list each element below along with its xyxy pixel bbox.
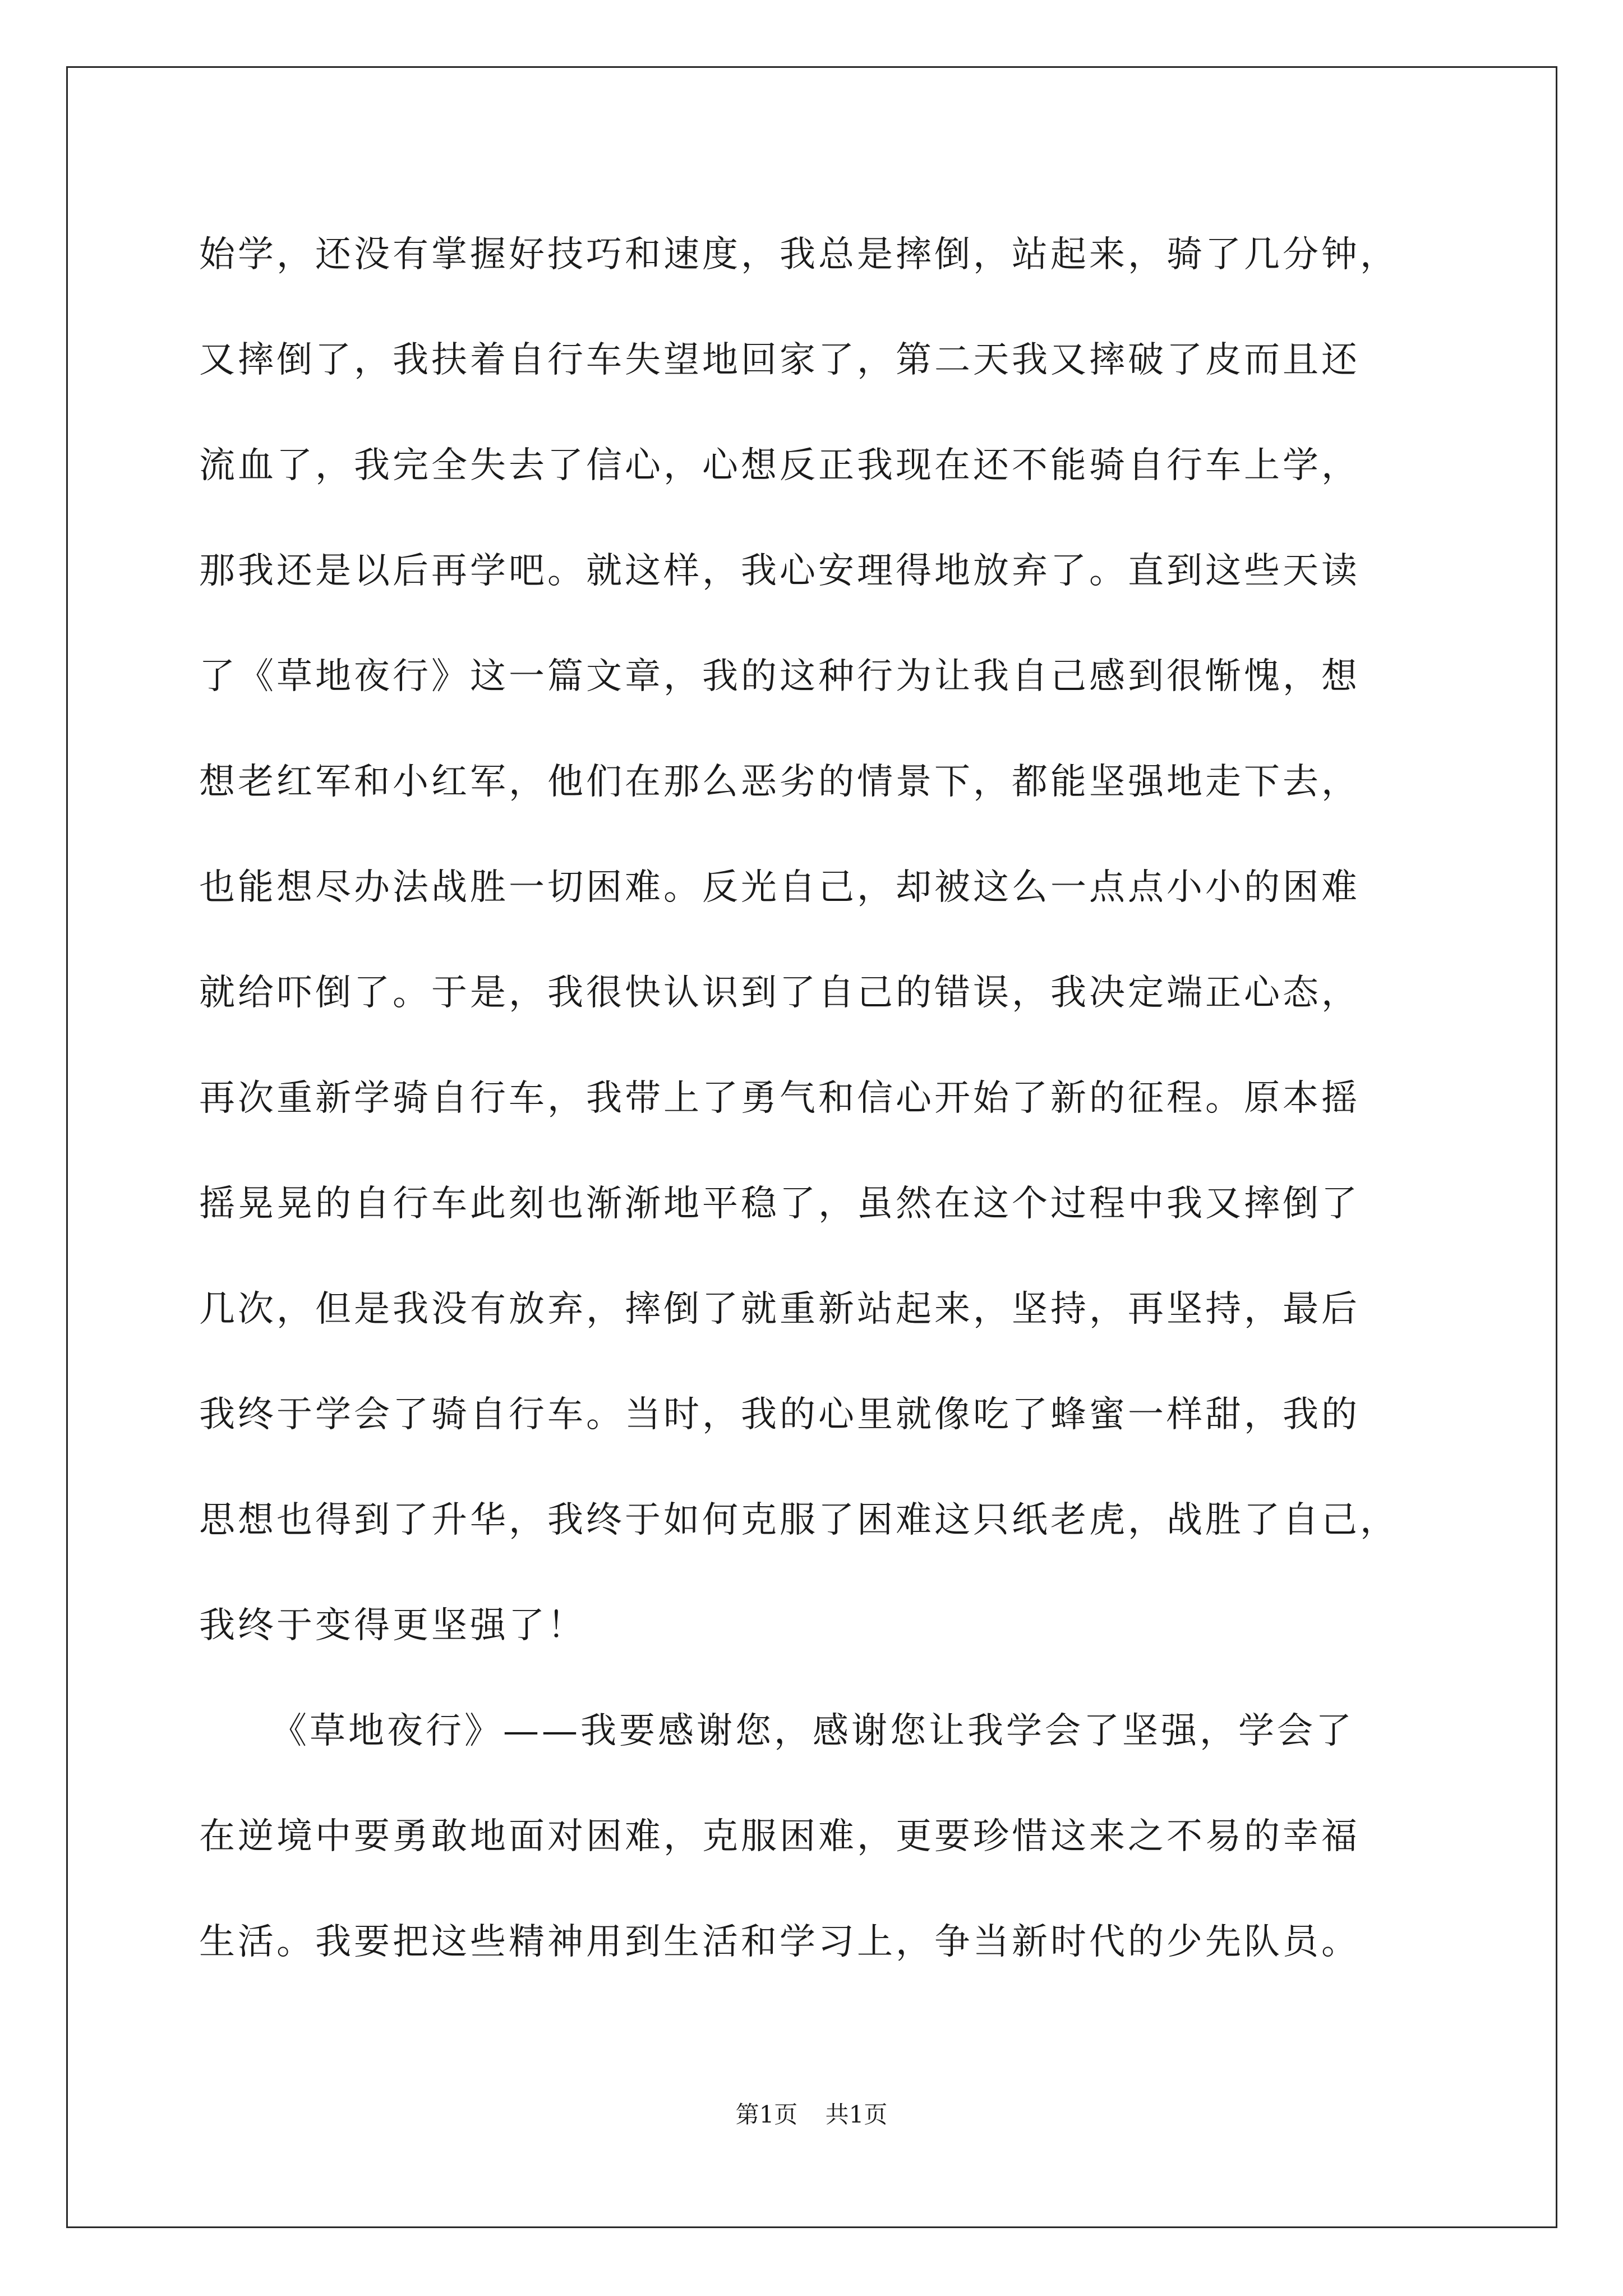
text-line: 再次重新学骑自行车，我带上了勇气和信心开始了新的征程。原本摇: [199, 1078, 1360, 1119]
text-line: 流血了，我完全失去了信心，心想反正我现在还不能骑自行车上学，: [199, 445, 1360, 486]
text-line: 也能想尽办法战胜一切困难。反光自己，却被这么一点点小小的困难: [199, 867, 1360, 908]
text-line: 又摔倒了，我扶着自行车失望地回家了，第二天我又摔破了皮而且还: [199, 339, 1360, 381]
text-line: 几次，但是我没有放弃，摔倒了就重新站起来，坚持，再坚持，最后: [199, 1289, 1360, 1330]
text-line: 想老红军和小红军，他们在那么恶劣的情景下，都能坚强地走下去，: [199, 761, 1360, 803]
text-line: 了《草地夜行》这一篇文章，我的这种行为让我自己感到很惭愧，想: [199, 656, 1360, 697]
text-line: 在逆境中要勇敢地面对困难，克服困难，更要珍惜这来之不易的幸福: [199, 1816, 1360, 1857]
text-line: 我终于学会了骑自行车。当时，我的心里就像吃了蜂蜜一样甜，我的: [199, 1394, 1360, 1435]
text-line: 思想也得到了升华，我终于如何克服了困难这只纸老虎，战胜了自己，: [199, 1499, 1399, 1541]
text-line: 就给吓倒了。于是，我很快认识到了自己的错误，我决定端正心态，: [199, 972, 1360, 1014]
paragraph-first-line: 《草地夜行》——我要感谢您，感谢您让我学会了坚强，学会了: [271, 1710, 1354, 1752]
page-number-total: 共1页: [825, 2101, 888, 2128]
page-footer: [0, 2098, 1623, 2132]
text-line: 始学，还没有掌握好技巧和速度，我总是摔倒，站起来，骑了几分钟，: [199, 234, 1399, 275]
text-line: 我终于变得更坚强了！: [199, 1605, 586, 1646]
document-body: [199, 202, 1450, 1995]
text-line: 生活。我要把这些精神用到生活和学习上，争当新时代的少先队员。: [199, 1921, 1360, 1963]
text-line: 那我还是以后再学吧。就这样，我心安理得地放弃了。直到这些天读: [199, 550, 1360, 592]
page-number-current: 第1页: [735, 2101, 798, 2128]
text-line: 摇晃晃的自行车此刻也渐渐地平稳了，虽然在这个过程中我又摔倒了: [199, 1183, 1360, 1225]
